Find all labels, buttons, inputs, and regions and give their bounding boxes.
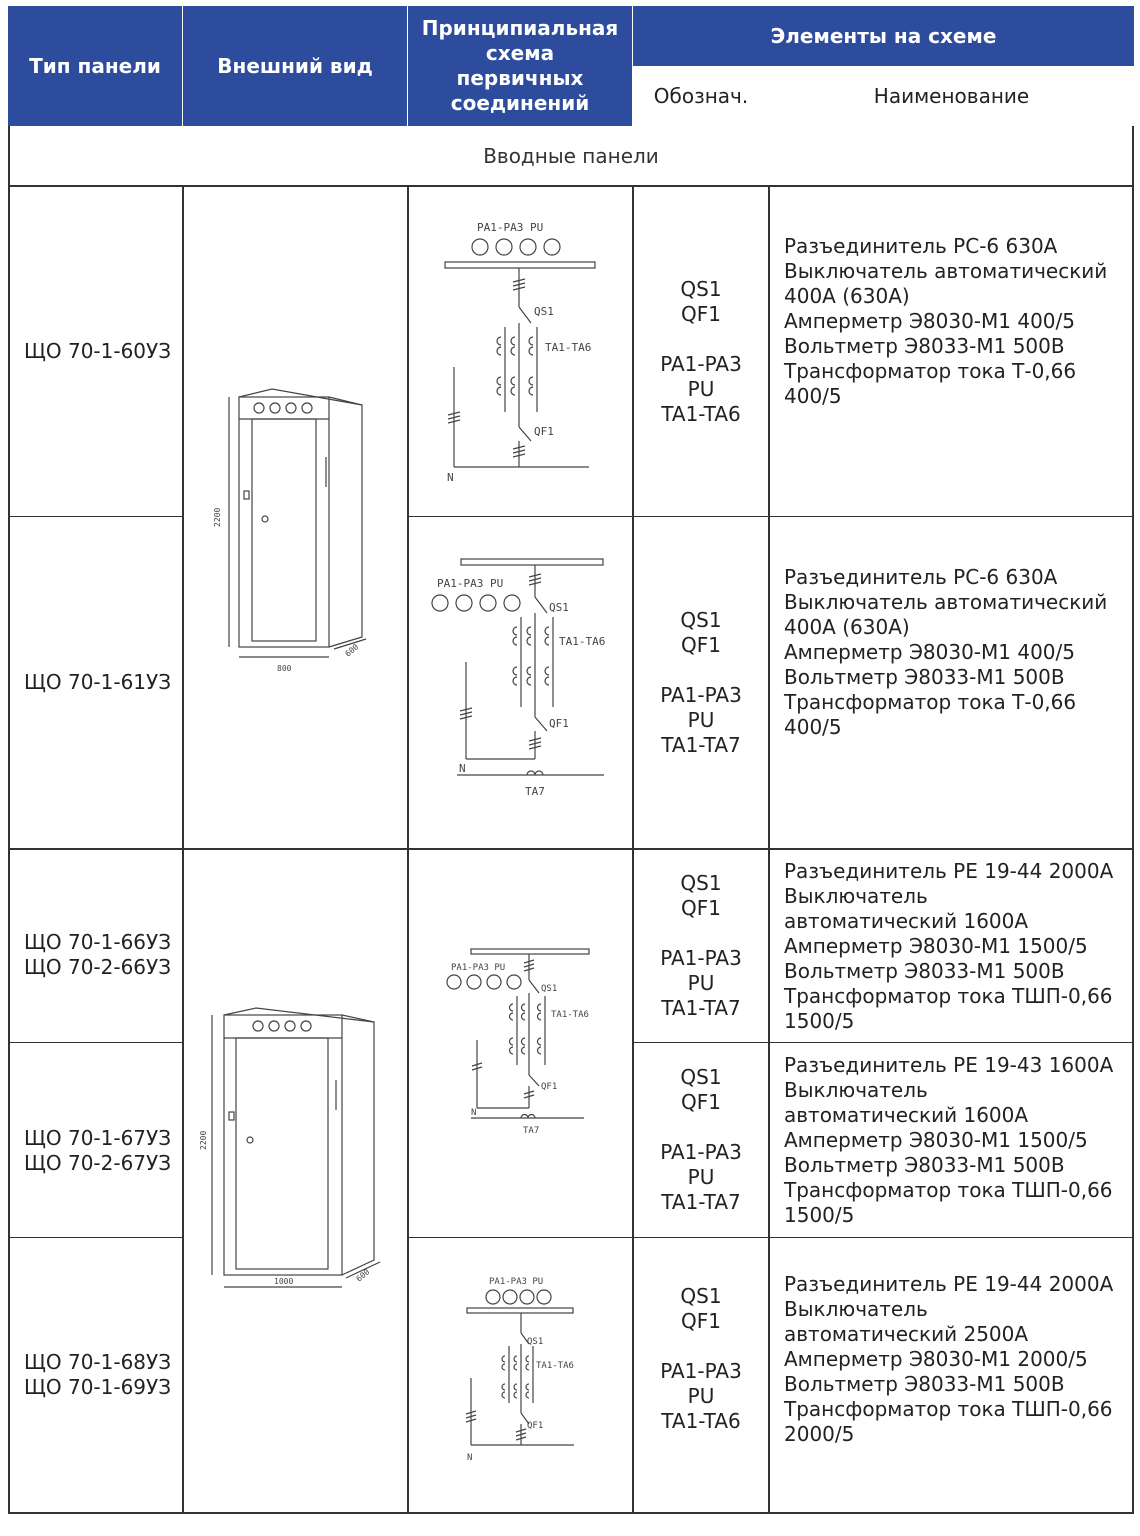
code: PA1-PA3 (660, 1140, 742, 1164)
disconnector-icon (519, 307, 531, 323)
header-appearance: Внешний вид (183, 6, 407, 126)
ct-icon (502, 1356, 505, 1398)
schema-meters-label: PA1-PA3 PU (437, 577, 504, 590)
row3-panel-type (10, 850, 182, 1042)
element-name: Амперметр Э8030-М1 2000/5 (784, 1346, 1088, 1371)
row3-names (770, 850, 1132, 1042)
header-designation: Обознач. (634, 67, 768, 125)
code: QF1 (681, 301, 721, 326)
ammeter-icon (520, 239, 536, 255)
row2-names (770, 517, 1132, 848)
code: TA1-TA7 (661, 996, 741, 1020)
cabinet-height-label: 2200 (199, 1130, 208, 1150)
schema-qf-label: QF1 (549, 717, 569, 730)
cabinet-door (236, 1038, 328, 1269)
element-name: Выключатель автоматический (784, 590, 1108, 614)
schema-n-label: N (467, 1453, 473, 1463)
row2-panel-type (10, 517, 182, 848)
element-name: 400/5 (784, 384, 842, 408)
code: TA1-TA6 (661, 401, 741, 426)
schema-meters-label: PA1-PA3 PU (477, 221, 544, 234)
breaker-icon (535, 717, 547, 731)
element-name: Разъединитель РС-6 630А (784, 565, 1058, 589)
schema-qf-label: QF1 (541, 1082, 558, 1092)
meter-icon (301, 1021, 311, 1031)
ammeter-icon (503, 1290, 517, 1304)
meter-icon (302, 403, 312, 413)
section-title: Вводные панели (483, 143, 659, 168)
schema-n-label: N (471, 1108, 477, 1118)
ct-icon (513, 627, 517, 685)
grid-line (1132, 126, 1134, 1514)
element-name: Вольтметр Э8033-М1 500В (784, 1371, 1065, 1396)
schema-qs-label: QS1 (549, 601, 569, 614)
voltmeter-icon (507, 975, 521, 989)
cabinet-width-label: 800 (277, 664, 292, 673)
ammeter-icon (472, 239, 488, 255)
schema-meters-label: PA1-PA3 PU (489, 1277, 544, 1287)
element-name: Выключатель (784, 883, 928, 908)
code: PU (687, 376, 715, 401)
code: QF1 (681, 632, 721, 657)
meter-icon (286, 403, 296, 413)
element-name: Амперметр Э8030-М1 400/5 (784, 309, 1075, 333)
element-name: автоматический 1600А (784, 908, 1029, 933)
element-name: Трансформатор тока Т-0,66 (784, 690, 1077, 714)
element-name: автоматический 2500А (784, 1321, 1029, 1346)
element-name: Амперметр Э8030-М1 1500/5 (784, 933, 1088, 958)
schema-qs-label: QS1 (527, 1337, 544, 1347)
ammeter-icon (432, 595, 448, 611)
schema-ta-label: TA1-TA6 (559, 635, 606, 648)
code: PU (687, 1165, 715, 1189)
ammeter-icon (520, 1290, 534, 1304)
code: QS1 (680, 871, 722, 895)
code: PA1-PA3 (660, 682, 742, 707)
row2-codes (634, 517, 768, 848)
code: QS1 (680, 607, 722, 632)
schema-n-label: N (459, 762, 466, 775)
element-name: Вольтметр Э8033-М1 500В (784, 1152, 1065, 1177)
panel-type-label: ЩО 70-2-66УЗ (24, 955, 172, 979)
meter-icon (270, 403, 280, 413)
grid-line (8, 1512, 1134, 1514)
schema-row3-4 (409, 850, 632, 1237)
schema-meters-label: PA1-PA3 PU (451, 963, 506, 973)
cabinet-door (252, 419, 316, 641)
cabinet-front (224, 1015, 342, 1275)
cabinet-drawing-2 (184, 850, 407, 1512)
meter-icon (269, 1021, 279, 1031)
code: TA1-TA7 (661, 732, 741, 757)
ammeter-icon (447, 975, 461, 989)
cabinet-side (329, 397, 362, 647)
ammeter-icon (480, 595, 496, 611)
code: PU (687, 1384, 715, 1408)
busbar (445, 262, 595, 268)
element-name: 400/5 (784, 715, 842, 739)
code: QF1 (681, 1309, 721, 1333)
disconnector-icon (535, 597, 547, 613)
panel-type-label: ЩО 70-1-61УЗ (24, 670, 172, 694)
cabinet-side (342, 1015, 374, 1275)
row5-names (770, 1238, 1132, 1512)
element-name: 2000/5 (784, 1421, 855, 1446)
element-name: 400А (630А) (784, 284, 910, 308)
element-name: Трансформатор тока ТШП-0,66 (784, 1177, 1113, 1202)
row4-names (770, 1043, 1132, 1237)
schema-ta-label: TA1-TA6 (551, 1010, 589, 1020)
panel-type-label: ЩО 70-1-68УЗ (24, 1350, 172, 1374)
code: TA1-TA7 (661, 1190, 741, 1214)
voltmeter-icon (544, 239, 560, 255)
element-name: автоматический 1600А (784, 1102, 1029, 1127)
schema-qs-label: QS1 (534, 305, 554, 318)
schema-qs-label: QS1 (541, 984, 558, 994)
busbar (471, 949, 589, 954)
element-name: Разъединитель РЕ 19-44 2000А (784, 858, 1114, 883)
code: QS1 (680, 1065, 722, 1089)
code: QS1 (680, 1284, 722, 1308)
code: PA1-PA3 (660, 946, 742, 970)
schema-row1 (409, 187, 632, 516)
cabinet-height-label: 2200 (213, 507, 222, 527)
code: PU (687, 971, 715, 995)
schema-n-label: N (447, 471, 454, 484)
schema-ta-label: TA1-TA6 (545, 341, 592, 354)
code: QF1 (681, 896, 721, 920)
element-name: 1500/5 (784, 1008, 855, 1033)
busbar (461, 559, 603, 565)
schema-qf-label: QF1 (527, 1421, 544, 1431)
panel-type-label: ЩО 70-2-67УЗ (24, 1151, 172, 1175)
breaker-icon (519, 427, 531, 441)
schema-ta7-label: TA7 (525, 785, 545, 798)
element-name: 1500/5 (784, 1202, 855, 1227)
element-name: 400А (630А) (784, 615, 910, 639)
schema-ta7-label: TA7 (523, 1126, 540, 1136)
code: QS1 (680, 276, 722, 301)
element-name: Вольтметр Э8033-М1 500В (784, 958, 1065, 983)
panel-type-label: ЩО 70-1-60УЗ (24, 339, 172, 363)
breaker-icon (529, 1075, 539, 1086)
voltmeter-icon (537, 1290, 551, 1304)
element-name: Трансформатор тока Т-0,66 (784, 359, 1077, 383)
cabinet-drawing-1 (184, 187, 407, 848)
element-name: Амперметр Э8030-М1 400/5 (784, 640, 1075, 664)
code: PU (687, 707, 715, 732)
ct-icon (510, 1004, 514, 1054)
row4-panel-type (10, 1043, 182, 1237)
schema-qf-label: QF1 (534, 425, 554, 438)
header-schema: Принципиальная схема первичных соединений (408, 6, 632, 126)
row4-codes (634, 1043, 768, 1237)
element-name: Вольтметр Э8033-М1 500В (784, 334, 1065, 358)
element-name: Выключатель (784, 1296, 928, 1321)
code: PA1-PA3 (660, 351, 742, 376)
lock-icon (247, 1137, 253, 1143)
cabinet-width-label: 1000 (274, 1277, 294, 1286)
element-name: Амперметр Э8030-М1 1500/5 (784, 1127, 1088, 1152)
ammeter-icon (487, 975, 501, 989)
ammeter-icon (467, 975, 481, 989)
schema-row2 (409, 517, 632, 848)
element-name: Разъединитель РЕ 19-44 2000А (784, 1271, 1114, 1296)
cabinet-depth-label: 600 (354, 1267, 372, 1284)
cabinet-depth-label: 600 (343, 642, 361, 659)
row1-codes (634, 187, 768, 516)
code: PA1-PA3 (660, 1359, 742, 1383)
header-panel-type: Тип панели (8, 6, 182, 126)
meter-icon (253, 1021, 263, 1031)
header-name: Наименование (770, 67, 1133, 125)
ammeter-icon (456, 595, 472, 611)
code: TA1-TA6 (661, 1409, 741, 1433)
voltmeter-icon (504, 595, 520, 611)
panel-type-label: ЩО 70-1-67УЗ (24, 1126, 172, 1150)
busbar (467, 1308, 573, 1313)
panel-type-label: ЩО 70-1-69УЗ (24, 1375, 172, 1399)
ammeter-icon (486, 1290, 500, 1304)
schema-ta-label: TA1-TA6 (536, 1361, 574, 1371)
schema-row5 (409, 1238, 632, 1512)
meter-icon (285, 1021, 295, 1031)
ammeter-icon (496, 239, 512, 255)
element-name: Выключатель автоматический (784, 259, 1108, 283)
header-elements: Элементы на схеме (633, 6, 1134, 66)
ct-icon (497, 337, 501, 395)
panel-type-label: ЩО 70-1-66УЗ (24, 930, 172, 954)
element-name: Выключатель (784, 1077, 928, 1102)
element-name: Разъединитель РЕ 19-43 1600А (784, 1052, 1114, 1077)
row3-codes (634, 850, 768, 1042)
element-name: Вольтметр Э8033-М1 500В (784, 665, 1065, 689)
meter-icon (254, 403, 264, 413)
disconnector-icon (529, 980, 539, 993)
lock-icon (262, 516, 268, 522)
element-name: Трансформатор тока ТШП-0,66 (784, 1396, 1113, 1421)
row5-codes (634, 1238, 768, 1512)
row1-names (770, 187, 1132, 516)
code: QF1 (681, 1090, 721, 1114)
row1-panel-type (10, 187, 182, 516)
element-name: Трансформатор тока ТШП-0,66 (784, 983, 1113, 1008)
row5-panel-type (10, 1238, 182, 1512)
element-name: Разъединитель РС-6 630А (784, 234, 1058, 258)
